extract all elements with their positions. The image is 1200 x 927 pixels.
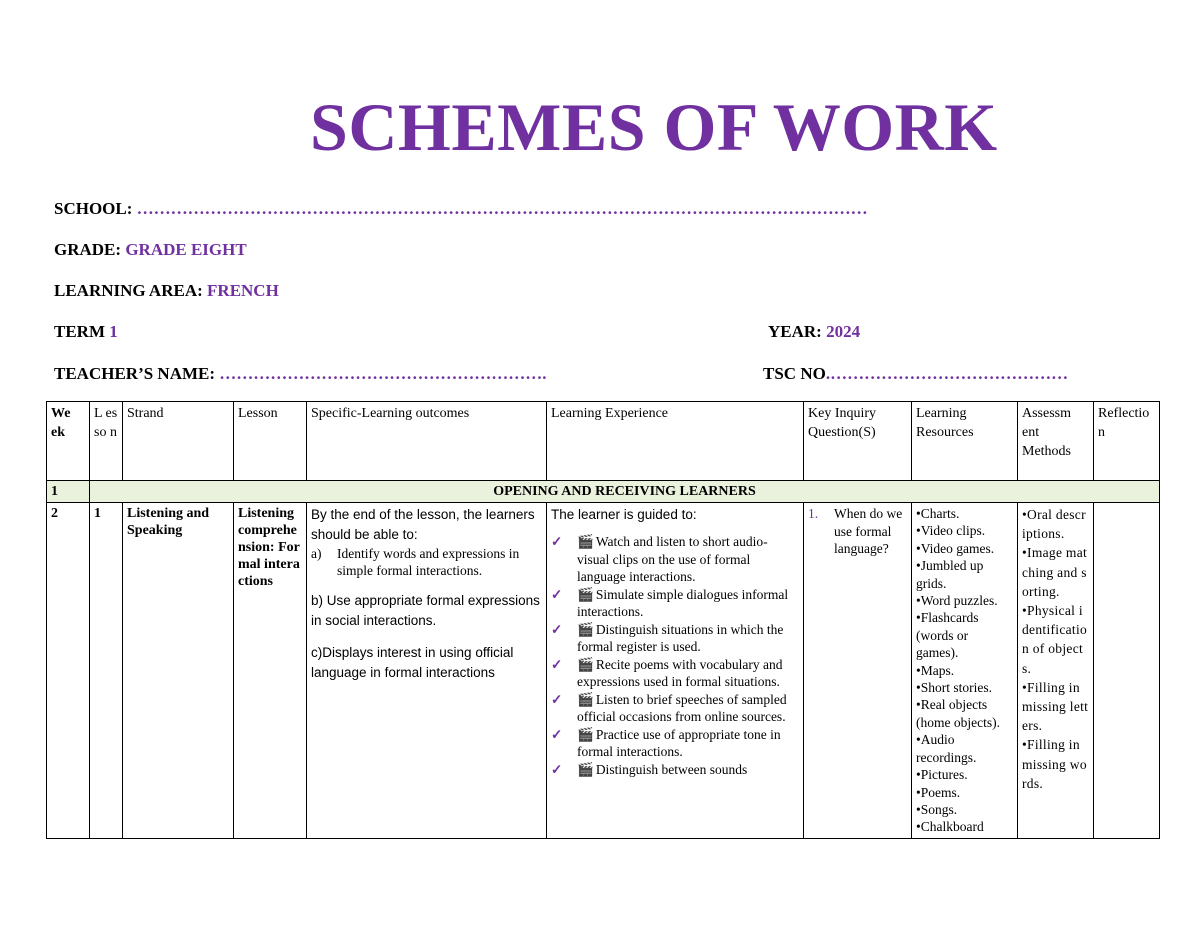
year-label: YEAR: <box>768 322 822 341</box>
cell-reflection <box>1094 503 1160 839</box>
experience-list <box>551 533 799 778</box>
list-item: ✓ 🎬 Watch and listen to short audio-visual clips on the use of formal language interactions. <box>551 534 768 584</box>
list-item: ✓ 🎬 Recite poems with vocabulary and expressions used in formal situations. <box>551 656 783 689</box>
term-field <box>54 322 118 342</box>
cell-resources <box>912 503 1018 839</box>
list-item: •Video games. <box>916 540 995 556</box>
col-header-lesson-number: L es so n <box>90 402 123 481</box>
checkmark-icon: ✓ <box>551 726 563 742</box>
list-item: •Filling in missing letters. <box>1022 679 1089 734</box>
year-value: 2024 <box>826 322 861 341</box>
checkmark-icon: ✓ <box>551 534 563 549</box>
teacher-name-label: TEACHER’S NAME: <box>54 364 216 383</box>
checkmark-icon: ✓ <box>551 621 563 637</box>
inquiry-item <box>808 505 907 558</box>
table-header-row <box>47 402 1160 481</box>
col-header-reflection: Reflectio n <box>1094 402 1160 481</box>
grade-value: GRADE EIGHT <box>125 240 247 259</box>
learning-area-value: FRENCH <box>207 281 279 300</box>
year-field <box>768 322 860 342</box>
banner-row <box>47 481 1160 503</box>
cell-strand: Listening and Speaking <box>123 503 234 839</box>
list-item: •Image matching and sorting. <box>1022 545 1088 599</box>
clapperboard-icon: 🎬 <box>577 621 594 637</box>
cell-assessment <box>1018 503 1094 839</box>
list-item: •Jumbled up grids. <box>916 558 984 591</box>
tsc-number-field <box>763 364 1068 384</box>
list-item: •Charts. <box>916 506 960 521</box>
term-value: 1 <box>109 322 118 341</box>
term-label: TERM <box>54 322 105 341</box>
list-item: •Word puzzles. <box>916 593 998 609</box>
col-header-assessment: Assessm ent Methods <box>1018 402 1094 481</box>
page-title: SCHEMES OF WORK <box>310 89 998 165</box>
list-item: •Short stories. <box>916 680 992 696</box>
cell-lesson-number: 1 <box>90 503 123 839</box>
teacher-name-value: …………………………………………………. <box>219 364 547 383</box>
outcome-a-number: a) <box>311 546 322 561</box>
list-item: ✓ 🎬 Practice use of appropriate tone in formal interactions. <box>551 726 781 759</box>
list-item: •Poems. <box>916 784 961 800</box>
tsc-number-value: .…………………………………… <box>825 364 1069 383</box>
col-header-resources: Learning Resources <box>912 402 1018 481</box>
list-item: ✓ 🎬 Listen to brief speeches of sampled official occasions from online sources. <box>551 691 787 724</box>
list-item: •Flashcards (words or games). <box>916 610 979 661</box>
outcome-c: c)Displays interest in using official language in formal interactions <box>311 645 514 680</box>
cell-inquiry <box>804 503 912 839</box>
teacher-name-field <box>54 364 547 384</box>
banner-week: 1 <box>47 481 90 503</box>
list-item: •Chalkboard <box>916 819 984 835</box>
list-item: ✓ 🎬 Simulate simple dialogues informal interactions. <box>551 586 789 619</box>
school-value: ………………………………………………………………………………………………………………… <box>136 199 868 218</box>
clapperboard-icon: 🎬 <box>577 656 594 672</box>
grade-field <box>54 240 247 260</box>
cell-outcomes <box>307 503 547 839</box>
cell-experience <box>547 503 804 839</box>
outcomes-intro: By the end of the lesson, the learners should be able to: <box>311 507 535 542</box>
col-header-outcomes: Specific-Learning outcomes <box>307 402 547 481</box>
list-item: •Physical identification of objects. <box>1022 603 1088 676</box>
outcome-a <box>311 545 542 579</box>
col-header-strand: Strand <box>123 402 234 481</box>
list-item: •Oral descriptions. <box>1022 507 1086 542</box>
list-item: •Real objects (home objects). <box>916 697 1000 730</box>
col-header-experience: Learning Experience <box>547 402 804 481</box>
banner-text: OPENING AND RECEIVING LEARNERS <box>90 481 1160 503</box>
school-label: SCHOOL: <box>54 199 133 218</box>
cell-lesson: Listening comprehension: Formal interactions <box>234 503 307 839</box>
col-header-week: We ek <box>47 402 90 481</box>
learning-area-field <box>54 281 279 301</box>
list-item: ✓ 🎬 Distinguish situations in which the formal register is used. <box>551 621 784 654</box>
cell-week: 2 <box>47 503 90 839</box>
grade-label: GRADE: <box>54 240 122 259</box>
checkmark-icon: ✓ <box>551 761 563 777</box>
clapperboard-icon: 🎬 <box>577 726 594 742</box>
clapperboard-icon: 🎬 <box>577 586 594 602</box>
experience-intro: The learner is guided to: <box>551 507 697 522</box>
schemes-table <box>46 401 1160 839</box>
list-item: •Pictures. <box>916 767 968 783</box>
list-item: •Maps. <box>916 662 955 678</box>
tsc-number-label: TSC NO <box>763 364 826 383</box>
school-field <box>54 199 868 219</box>
list-item: •Video clips. <box>916 523 986 539</box>
outcome-b: b) Use appropriate formal expressions in social interactions. <box>311 593 540 628</box>
col-header-inquiry: Key Inquiry Question(S) <box>804 402 912 481</box>
list-item: •Filling in missing words. <box>1022 737 1087 791</box>
list-item: ✓ 🎬 Distinguish between sounds <box>551 761 748 777</box>
checkmark-icon: ✓ <box>551 656 563 672</box>
inquiry-number: 1. <box>808 506 819 521</box>
list-item: •Songs. <box>916 801 958 817</box>
outcome-a-text: Identify words and expressions in simple formal interactions. <box>337 546 520 578</box>
inquiry-text: When do we use formal language? <box>834 506 903 556</box>
col-header-lesson: Lesson <box>234 402 307 481</box>
checkmark-icon: ✓ <box>551 691 563 707</box>
clapperboard-icon: 🎬 <box>577 761 594 777</box>
learning-area-label: LEARNING AREA: <box>54 281 203 300</box>
clapperboard-icon: 🎬 <box>577 534 594 549</box>
list-item: •Audio recordings. <box>916 732 977 765</box>
clapperboard-icon: 🎬 <box>577 691 594 707</box>
table-row <box>47 503 1160 839</box>
checkmark-icon: ✓ <box>551 586 563 602</box>
